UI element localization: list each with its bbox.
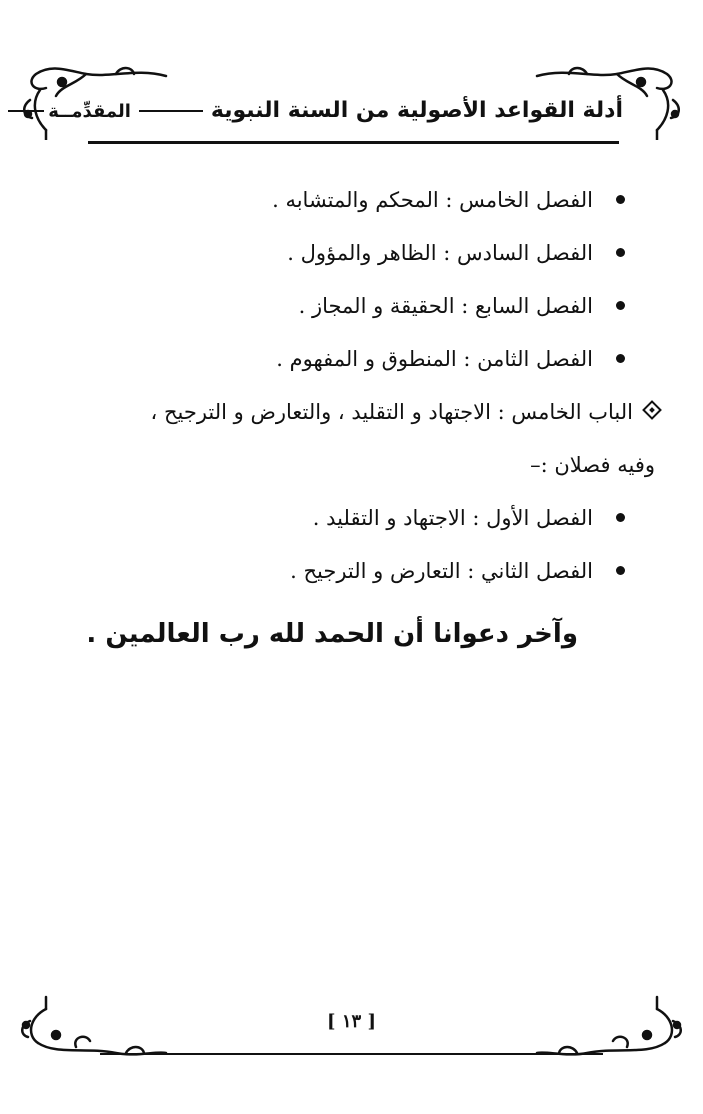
diamond-bullet-icon xyxy=(642,400,662,420)
running-header xyxy=(48,98,623,123)
list-item xyxy=(100,496,633,549)
bullet-icon xyxy=(616,513,625,522)
chapter-heading xyxy=(100,390,659,443)
list-item-text: الفصل الثامن : المنطوق و المفهوم . xyxy=(276,347,593,371)
list-item xyxy=(100,231,633,284)
header-tail-rule xyxy=(8,110,44,112)
list-intro-text: وفيه فصلان :– xyxy=(530,453,655,477)
bullet-icon xyxy=(616,301,625,310)
list-item xyxy=(100,337,633,390)
list-item-text: الفصل الخامس : المحكم والمتشابه . xyxy=(272,188,593,212)
footer-rule xyxy=(100,1053,603,1055)
bullet-icon xyxy=(616,566,625,575)
section-title: المقدِّمــة xyxy=(48,101,131,122)
list-item xyxy=(100,178,633,231)
list-item-text: الفصل السادس : الظاهر والمؤول . xyxy=(287,241,593,265)
list-item-text: الفصل الأول : الاجتهاد و التقليد . xyxy=(312,506,593,530)
book-title: أدلة القواعد الأصولية من السنة النبوية xyxy=(210,98,623,123)
list-item-text: الفصل الثاني : التعارض و الترجيح . xyxy=(290,559,593,583)
content-body xyxy=(86,178,655,665)
bullet-icon xyxy=(616,195,625,204)
list-intro xyxy=(100,443,655,496)
list-item xyxy=(100,549,633,602)
header-separator xyxy=(139,110,203,112)
bullet-icon xyxy=(616,354,625,363)
closing-statement: وآخر دعوانا أن الحمد لله رب العالمين . xyxy=(86,619,578,649)
bullet-icon xyxy=(616,248,625,257)
chapter-heading-text: الباب الخامس : الاجتهاد و التقليد ، والتعارض و الترجيح ، xyxy=(150,400,633,424)
list-item-text: الفصل السابع : الحقيقة و المجاز . xyxy=(298,294,593,318)
header-rule xyxy=(88,141,619,144)
page-number: [ ١٣ ] xyxy=(327,1011,376,1032)
list-item xyxy=(100,284,633,337)
